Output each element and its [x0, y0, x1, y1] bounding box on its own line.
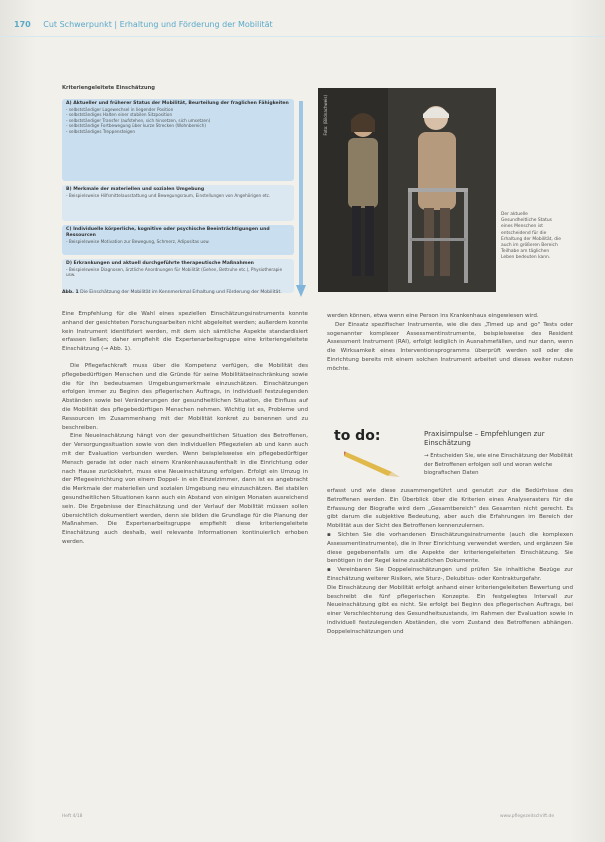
running-header	[14, 20, 273, 29]
paragraph: Die Pflegefachkraft muss über die Kompetenz verfügen, die Mobilität des pflegebedürftigen Menschen und die Gründe für seine Mobilitätseinschränkung sowie die für ihn bedeutsamen Umgebungsmerkmale einzuschätzen. Einschätzungen erfolgen immer zu Beginn des pflegerischen Auftrags, in individuell festzulegenden Abständen sowie bei Veränderungen der gesundheitlichen Situation, die Einfluss auf die Mobilität des pflegebedürftigen Menschen nehmen. Wichtig ist es, Probleme und Ressourcen im Zusammenhang mit der Mobilität konkret zu benennen und zu beschreiben.	[62, 362, 308, 431]
todo-label: to do:	[334, 428, 381, 444]
bullet-item: ▪ Vereinbaren Sie Doppeleinschätzungen und prüfen Sie inhaltliche Bezüge zur Einschätzung weiterer Risiken, wie Sturz-, Dekubitus- oder Kontrakturgefahr.	[327, 567, 573, 582]
box-a-title: A) Aktueller und früherer Status der Mobilität, Beurteilung der fraglichen Fähigkeiten	[66, 101, 289, 106]
box-d-title: D) Erkrankungen und aktuell durchgeführte therapeutische Maßnahmen	[66, 261, 254, 266]
paragraph: werden können, etwa wenn eine Person ins Krankenhaus eingewiesen wird.	[327, 313, 539, 319]
paragraph: Der Einsatz spezifischer Instrumente, wie die des „Timed up and go" Tests oder sogenannter komplexer Assessmentinstrumente, beispielsweise des Resident Assessment Instrument (RAI), erfolgt lediglich in Ausnahmefällen, und nur dann, wenn die Wirksamkeit eines Interventionsprogramms überprüft werden soll oder die Einrichtung bereits mit einem solchen Instrument arbeitet und dieses weiter nutzen möchte.	[327, 321, 573, 372]
box-a-item: - selbstständiger Lagewechsel in liegender Position	[66, 107, 174, 112]
photo-credit: Foto: (Bildnachweis)	[323, 95, 328, 136]
photo-illustration	[318, 88, 496, 292]
paragraph: Die Einschätzung der Mobilität erfolgt anhand einer kriteriengeleiteten Bewertung und beschreibt die fünf pflegerischen Konzepte. Ein festgelegtes Intervall zur Neueinschätzung gibt es nicht. Sie erfolgt bei Beginn des pflegerischen Auftrags, bei einer Verschlechterung des Gesundheitszustands, im Rahmen der Evaluation sowie in individuell festzulegenden Abständen, die vom Zustand des Betroffenen abhängen. Doppeleinschätzungen und	[327, 584, 573, 635]
box-a-item: - selbstständiges Halten einer stabilen Sitzposition	[66, 112, 173, 118]
page-number: 170	[14, 20, 31, 29]
down-arrow-icon	[296, 101, 306, 297]
pencil-icon	[344, 448, 404, 478]
criteria-figure	[62, 85, 302, 285]
right-column-top	[327, 312, 573, 374]
running-title: Cut Schwerpunkt | Erhaltung und Förderung der Mobilität	[43, 20, 273, 29]
box-b-item: - Beispielsweise Hilfsmittelausstattung und Bewegungsraum, Einstellungen von Angehörigen etc.	[66, 193, 271, 198]
box-a-item: - selbstständiger Transfer (aufstehen, sich hinsetzen, sich umsetzen)	[66, 117, 211, 123]
box-b-title: B) Merkmale der materiellen und sozialen Umgebung	[66, 187, 205, 192]
criteria-box-c	[62, 225, 294, 255]
right-column-bottom	[327, 487, 573, 807]
paragraph: erfasst und wie diese zusammengeführt und genutzt zur die Bedürfnisse des Betroffenen werden. Ein Überblick über die Kriterien eines Analyserasters für die Erfassung der Biografie wird dem „Gesamtbereich" des Gesamten nicht gerecht. Es gibt darum die subjektive Bedeutung, aber auch die Erfahrungen im Bereich der Mobilität aus der Sicht des Betroffenen kennenzulernen.	[327, 488, 573, 530]
todo-graphic	[330, 428, 420, 488]
paragraph: Eine Neueinschätzung hängt von der gesundheitlichen Situation des Betroffenen, der Versorgungssituation sowie von den individuellen Pflegezielen ab und kann auch mit der Evaluation verbunden werden. Wenn beispielsweise ein pflegebedürftiger Mensch gerade ist oder nach einem Krankenhausaufenthalt in die Einrichtung oder nach Hause zurückkehrt, muss eine Neueinschätzung erfolgen. Erfolgt ein Umzug in der Pflegeeinrichtung von einem Doppel- in ein Einzelzimmer, dann ist es angebracht die Merkmale der materiellen und sozialen Umgebung neu einzuschätzen. Bei stabilen gesundheitlichen Situationen kann auch ein Abstand von einigen Monaten ausreichend sein. Die Ergebnisse der Einschätzung und der Verlauf der Mobilität müssen sollen übersichtlich dokumentiert werden, denn sie bilden die Grundlage für die Planung der Maßnahmen. Die Expertenarbeitsgruppe empfiehlt diese kriteriengeleitete Einschätzung auch deshalb, weil relevante Informationen kontinuierlich erhoben werden.	[62, 433, 308, 545]
box-d-item: - Beispielsweise Diagnosen, ärztliche Anordnungen für Mobilität (Gehen, Bettruhe etc.), Physiotherapie usw.	[66, 267, 283, 278]
box-a-item: - selbstständiges Treppensteigen	[66, 128, 136, 134]
todo-body: → Entscheiden Sie, wie eine Einschätzung der Mobilität der Betroffenen erfolgen soll und woran welche biografischen Daten	[424, 453, 573, 477]
caption-label: Abb. 1	[62, 290, 79, 295]
photo-caregiver-walker	[318, 88, 496, 292]
todo-title: Praxisimpulse – Empfehlungen zur Einschätzung	[424, 430, 545, 447]
photo-side-caption: Der aktuelle Gesundheitliche Status eines Menschen ist entscheidend für die Erhaltung der Mobilität, die auch im größeren Bereich Teilhabe am täglichen Leben bedeuten kann.	[501, 212, 561, 261]
header-rule	[0, 36, 605, 37]
paragraph: Eine Empfehlung für die Wahl eines speziellen Einschätzungsinstruments konnte anhand der gesichteten Forschungsarbeiten nicht abgeleitet werden; außerdem konnte kein Instrument identifiziert werden, mit dem sich sämtliche Aspekte standardisiert erfassen ließen; daher empfiehlt die Expertenarbeitsgruppe eine kriteriengeleitete Einschätzung (→ Abb. 1).	[62, 311, 308, 353]
criteria-box-d	[62, 259, 294, 293]
criteria-box-b	[62, 185, 294, 221]
box-a-item: - selbstständige Fortbewegung über kurze Strecken (Wohnbereich)	[66, 123, 207, 129]
bullet-item: ▪ Sichten Sie die vorhandenen Einschätzungsinstrumente (auch die komplexen Assessmentinstrumente), die in Ihrer Einrichtung verwendet werden, und ergänzen Sie diese gegebenenfalls um die Aspekte der kriteriengeleiteten Einschätzung. Sie benötigen in der Regel keine zusätzlichen Dokumente.	[327, 531, 573, 565]
footer-website: www.pflegezeitschrift.de	[500, 814, 555, 819]
figure-title: Kriteriengeleitete Einschätzung	[62, 85, 155, 91]
caption-text: Die Einschätzung der Mobilität im Kennmerkmal Erhaltung und Förderung der Mobilität.	[80, 290, 282, 295]
criteria-box-a	[62, 99, 294, 181]
figure-caption	[62, 290, 307, 296]
left-column	[62, 310, 308, 805]
box-c-item: - Beispielsweise Motivation zur Bewegung, Schmerz, Adipositas usw.	[66, 239, 210, 244]
box-c-title: C) Individuelle körperliche, kognitive oder psychische Beeinträchtigungen und Ressourcen	[66, 227, 270, 238]
footer-issue: Heft 4/18	[62, 814, 83, 819]
